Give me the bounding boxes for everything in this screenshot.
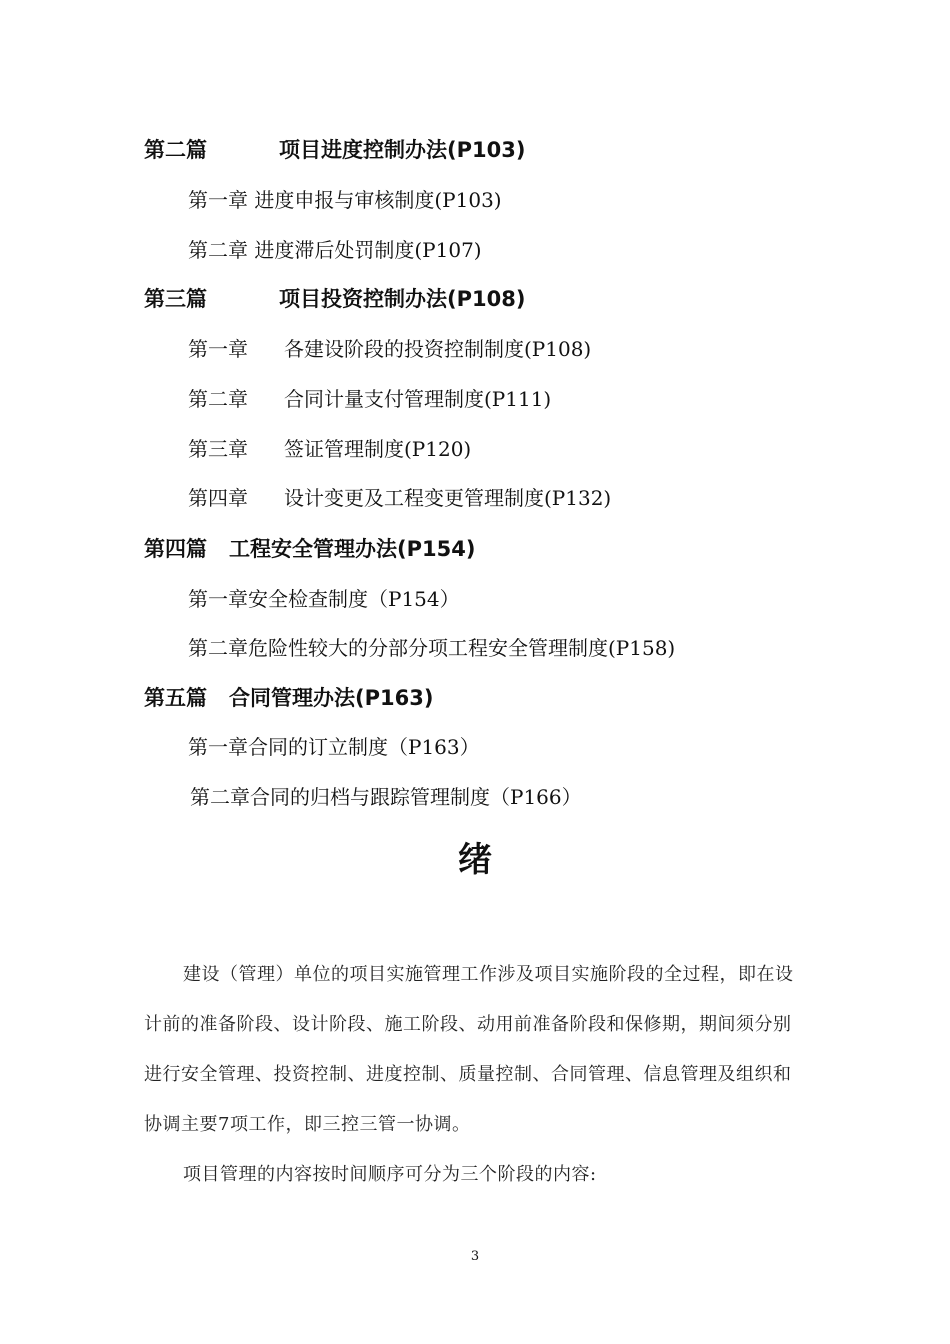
toc-chapter-label: 第四章: [188, 486, 248, 510]
toc-part-label: 第二篇: [144, 138, 207, 162]
body-paragraph: 项目管理的内容按时间顺序可分为三个阶段的内容:: [183, 1164, 597, 1185]
toc-part-heading[interactable]: [144, 688, 433, 709]
toc-chapter-title: 各建设阶段的投资控制制度(P108): [284, 337, 592, 361]
section-heading: 绪: [458, 840, 492, 880]
toc-chapter-title: 签证管理制度(P120): [284, 437, 472, 461]
toc-part-title: 项目投资控制办法(P108): [279, 287, 526, 311]
toc-part-label: 第三篇: [144, 287, 207, 311]
toc-chapter-entry[interactable]: 第二章 进度滞后处罚制度(P107): [188, 238, 482, 262]
toc-part-title: 项目进度控制办法(P103): [279, 138, 526, 162]
toc-part-heading[interactable]: [144, 539, 475, 560]
toc-chapter-entry[interactable]: [188, 439, 471, 459]
toc-chapter-entry[interactable]: [188, 389, 551, 409]
toc-part-heading[interactable]: [144, 140, 525, 161]
page-number: 3: [470, 1249, 480, 1264]
toc-chapter-entry[interactable]: 第一章合同的订立制度（P163）: [188, 735, 480, 759]
toc-part-label: 第五篇: [144, 686, 207, 710]
toc-chapter-label: 第三章: [188, 437, 248, 461]
body-paragraph: 建设（管理）单位的项目实施管理工作涉及项目实施阶段的全过程，即在设计前的准备阶段、设计阶段、施工阶段、动用前准备阶段和保修期，期间须分别进行安全管理、投资控制、进度控制、质量控制、合同管理、信息管理及组织和协调主要7项工作，即三控三管一协调。: [144, 964, 794, 1135]
toc-chapter-entry[interactable]: [188, 339, 591, 359]
toc-part-heading[interactable]: [144, 289, 525, 310]
toc-chapter-label: 第一章: [188, 337, 248, 361]
toc-part-title: 合同管理办法(P163): [229, 686, 434, 710]
toc-chapter-title: 合同计量支付管理制度(P111): [284, 387, 552, 411]
toc-chapter-entry[interactable]: 第一章安全检查制度（P154）: [188, 587, 460, 611]
toc-part-title: 工程安全管理办法(P154): [229, 537, 476, 561]
toc-chapter-entry[interactable]: 第二章危险性较大的分部分项工程安全管理制度(P158): [188, 636, 676, 660]
toc-chapter-entry[interactable]: 第一章 进度申报与审核制度(P103): [188, 188, 502, 212]
toc-chapter-entry[interactable]: 第二章合同的归档与跟踪管理制度（P166）: [190, 785, 582, 809]
toc-part-label: 第四篇: [144, 537, 207, 561]
toc-chapter-label: 第二章: [188, 387, 248, 411]
toc-chapter-title: 设计变更及工程变更管理制度(P132): [284, 486, 612, 510]
toc-chapter-entry[interactable]: [188, 488, 611, 508]
